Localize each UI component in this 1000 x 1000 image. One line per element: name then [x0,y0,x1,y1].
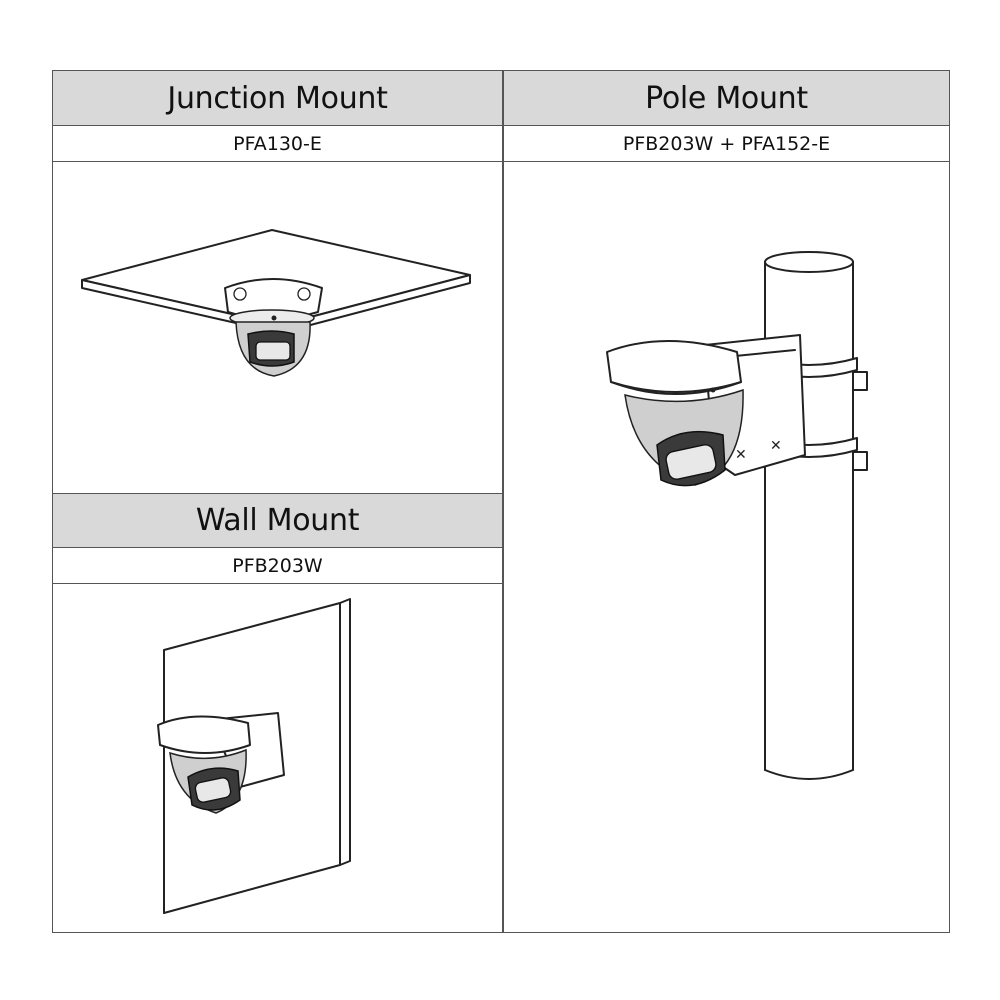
junction-mount-model: PFA130-E [53,126,502,162]
junction-mount-illustration [60,200,500,400]
svg-text:✕: ✕ [770,438,782,454]
pole-mount-model: PFB203W + PFA152-E [504,126,949,162]
column-divider [502,70,504,933]
wall-mount-model: PFB203W [53,548,502,584]
junction-mount-title: Junction Mount [53,71,502,126]
pole-mount-title: Pole Mount [504,71,949,126]
pole-mount-illustration [595,240,895,800]
wall-mount-title: Wall Mount [53,494,502,548]
svg-text:✕: ✕ [735,447,747,463]
wall-mount-illustration [150,595,370,925]
